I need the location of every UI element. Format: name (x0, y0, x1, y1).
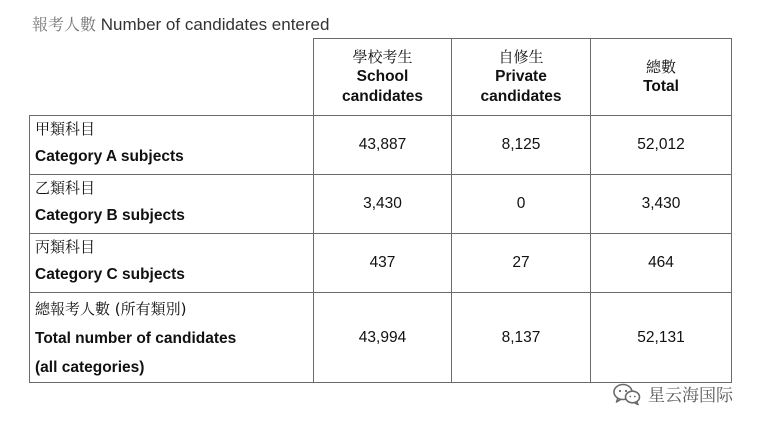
table-row (30, 234, 732, 293)
cell-private: 0 (452, 175, 591, 234)
candidates-table (29, 38, 732, 383)
row-label-category-a: 甲類科目 Category A subjects (30, 116, 314, 175)
column-header-school: 學校考生 School candidates (314, 39, 452, 116)
wechat-icon (612, 382, 642, 406)
header-blank-cell (30, 39, 314, 116)
cell-private: 8,137 (452, 293, 591, 383)
cell-school: 3,430 (314, 175, 452, 234)
table-title (32, 12, 329, 35)
cell-school: 43,994 (314, 293, 452, 383)
table-title-zh: 報考人數 (32, 15, 97, 34)
row-label-category-b: 乙類科目 Category B subjects (30, 175, 314, 234)
watermark-text: 星云海国际 (648, 386, 733, 406)
table-title-en: Number of candidates entered (100, 15, 330, 34)
cell-total: 52,012 (591, 116, 732, 175)
cell-private: 27 (452, 234, 591, 293)
row-label-total: 總報考人數 (所有類別) Total number of candidates (all categories) (30, 293, 314, 383)
cell-total: 52,131 (591, 293, 732, 383)
column-header-private: 自修生 Private candidates (452, 39, 591, 116)
header-row (30, 39, 732, 116)
cell-total: 464 (591, 234, 732, 293)
cell-private: 8,125 (452, 116, 591, 175)
row-label-category-c: 丙類科目 Category C subjects (30, 234, 314, 293)
table-row (30, 116, 732, 175)
cell-school: 437 (314, 234, 452, 293)
column-header-total: 總數 Total (591, 39, 732, 116)
table-row (30, 175, 732, 234)
cell-total: 3,430 (591, 175, 732, 234)
watermark (612, 381, 733, 406)
cell-school: 43,887 (314, 116, 452, 175)
table-row-total (30, 293, 732, 383)
